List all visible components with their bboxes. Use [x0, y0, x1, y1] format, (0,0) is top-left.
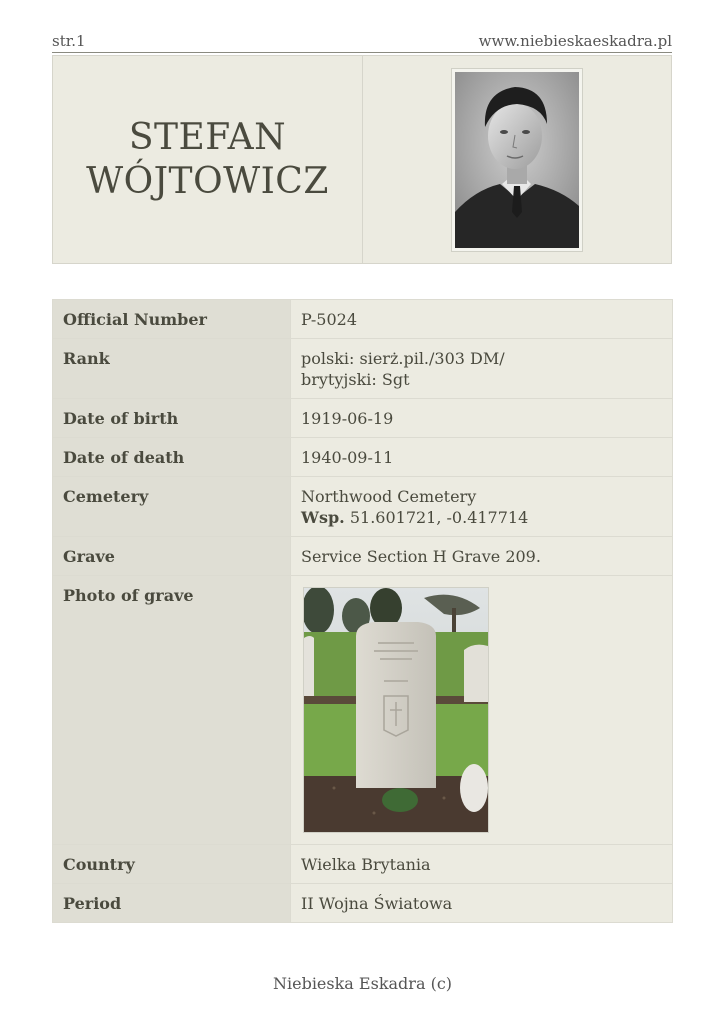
table-row — [53, 399, 673, 438]
official-number-label: Official Number — [53, 300, 291, 339]
person-name — [53, 56, 362, 263]
table-row — [53, 537, 673, 576]
website-link[interactable]: www.niebieskaeskadra.pl — [478, 32, 672, 50]
cemetery-label: Cemetery — [53, 477, 291, 537]
rank-label: Rank — [53, 339, 291, 399]
table-row — [53, 300, 673, 339]
period-label: Period — [53, 884, 291, 923]
first-name: STEFAN — [128, 116, 287, 158]
date-of-death-label: Date of death — [53, 438, 291, 477]
country-value: Wielka Brytania — [291, 845, 673, 884]
photo-of-grave-cell — [291, 576, 673, 845]
details-table — [52, 299, 673, 923]
rank-british: brytyjski: Sgt — [301, 370, 410, 389]
header-divider — [362, 56, 363, 263]
grave-value: Service Section H Grave 209. — [291, 537, 673, 576]
page-footer: Niebieska Eskadra (c) — [272, 974, 453, 993]
date-of-birth-value: 1919-06-19 — [291, 399, 673, 438]
rank-polish: polski: sierż.pil./303 DM/ — [301, 349, 505, 368]
table-row — [53, 477, 673, 537]
date-of-birth-label: Date of birth — [53, 399, 291, 438]
coordinates-value[interactable]: 51.601721, -0.417714 — [349, 508, 529, 527]
last-name: WÓJTOWICZ — [86, 160, 329, 202]
table-row — [53, 884, 673, 923]
cemetery-value — [291, 477, 673, 537]
cemetery-coordinates — [301, 507, 662, 528]
photo-of-grave-label: Photo of grave — [53, 576, 291, 845]
portrait-photo — [451, 68, 583, 252]
page-number: str.1 — [52, 32, 86, 50]
table-row — [53, 339, 673, 399]
official-number-value: P-5024 — [291, 300, 673, 339]
country-label: Country — [53, 845, 291, 884]
table-row — [53, 438, 673, 477]
table-row — [53, 845, 673, 884]
date-of-death-value: 1940-09-11 — [291, 438, 673, 477]
person-header — [52, 55, 672, 264]
table-row — [53, 576, 673, 845]
rank-value — [291, 339, 673, 399]
page-header — [52, 30, 672, 53]
cemetery-name: Northwood Cemetery — [301, 487, 477, 506]
grave-photo — [303, 587, 489, 833]
period-value: II Wojna Światowa — [291, 884, 673, 923]
coordinates-label: Wsp. — [301, 508, 345, 527]
grave-label: Grave — [53, 537, 291, 576]
